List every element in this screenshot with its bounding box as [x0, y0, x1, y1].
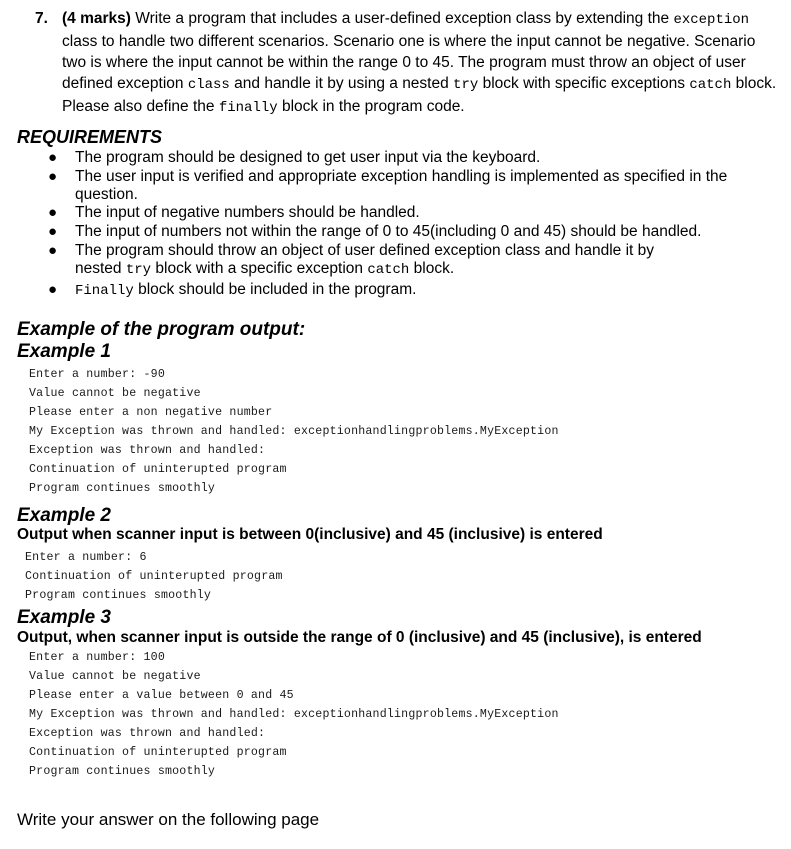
bullet-icon: ● [48, 223, 58, 240]
output-line: Continuation of uninterupted program [25, 570, 283, 583]
question-marks: (4 marks) [62, 10, 131, 27]
text-run: and handle it by using a nested [229, 75, 454, 92]
text-run: block in the program code. [277, 98, 465, 115]
output-line: Continuation of uninterupted program [29, 746, 287, 759]
example-3-subtitle: Output, when scanner input is outside the range of 0 (inclusive) and 45 (inclusive), is entered [17, 629, 702, 646]
question-body [62, 10, 776, 115]
example-2-subtitle: Output when scanner input is between 0(inclusive) and 45 (inclusive) is entered [17, 526, 603, 543]
requirement-item [48, 242, 695, 279]
text-run: block with a specific exception [151, 260, 368, 277]
code-keyword: Finally [75, 283, 134, 299]
code-keyword: exception [673, 12, 750, 28]
requirements-heading: REQUIREMENTS [17, 127, 163, 147]
code-keyword: catch [367, 262, 410, 278]
output-line: Value cannot be negative [29, 670, 201, 683]
bullet-icon: ● [48, 281, 58, 298]
output-line: Enter a number: 6 [25, 551, 147, 564]
text-run: The input of negative numbers should be handled. [75, 204, 420, 221]
text-run: The program should throw an object of user defined exception class and handle it by nested [75, 242, 655, 277]
example-2-output [25, 548, 283, 605]
output-line: Program continues smoothly [25, 589, 212, 602]
output-line: Program continues smoothly [29, 765, 216, 778]
example-2-title: Example 2 [17, 505, 111, 526]
output-line: Please enter a value between 0 and 45 [29, 689, 294, 702]
question-text [62, 8, 782, 119]
text-run: block. [409, 260, 455, 277]
text-run: block. Please also define the [62, 75, 777, 115]
bullet-icon: ● [48, 242, 58, 259]
code-keyword: catch [689, 77, 732, 93]
text-run: Write a program that includes a user-defined exception class by extending the [130, 10, 674, 27]
text-run: The program should be designed to get user input via the keyboard. [75, 149, 541, 166]
question-number: 7. [35, 10, 48, 27]
code-keyword: class [187, 77, 230, 93]
code-keyword: finally [218, 100, 278, 116]
example-1-output [29, 365, 559, 498]
text-run: block with specific exceptions [478, 75, 690, 92]
requirement-item [48, 204, 765, 222]
output-line: Value cannot be negative [29, 387, 201, 400]
example-3-title: Example 3 [17, 607, 111, 628]
requirement-item [48, 281, 765, 300]
output-line: Enter a number: 100 [29, 651, 165, 664]
text-run: block should be included in the program. [133, 281, 417, 298]
bullet-icon: ● [48, 168, 58, 185]
bullet-icon: ● [48, 149, 58, 166]
output-line: Exception was thrown and handled: [29, 727, 266, 740]
output-line: My Exception was thrown and handled: exceptionhandlingproblems.MyException [29, 425, 559, 438]
output-line: Program continues smoothly [29, 482, 216, 495]
output-line: Continuation of uninterupted program [29, 463, 287, 476]
output-line: Exception was thrown and handled: [29, 444, 266, 457]
output-line: Enter a number: -90 [29, 368, 165, 381]
text-run: The user input is verified and appropriate exception handling is implemented as specified in the question. [75, 168, 728, 203]
text-run: The input of numbers not within the range of 0 to 45(including 0 and 45) should be handled. [75, 223, 702, 240]
example-1-title: Example 1 [17, 341, 111, 362]
example-3-output [29, 648, 559, 781]
bullet-icon: ● [48, 204, 58, 221]
footer-instruction: Write your answer on the following page [17, 810, 320, 829]
output-line: My Exception was thrown and handled: exceptionhandlingproblems.MyException [29, 708, 559, 721]
output-line: Please enter a non negative number [29, 406, 273, 419]
examples-heading: Example of the program output: [17, 319, 306, 340]
requirement-item [48, 149, 765, 167]
code-keyword: try [125, 262, 152, 278]
requirement-item [48, 168, 765, 204]
code-keyword: try [453, 77, 479, 93]
text-run: class to handle two different scenarios. Scenario one is where the input cannot be negative. Scenario two is where the input cannot be within the range 0 to 45. The program must throw an object of user defined exception [62, 33, 756, 92]
requirement-item [48, 223, 765, 241]
